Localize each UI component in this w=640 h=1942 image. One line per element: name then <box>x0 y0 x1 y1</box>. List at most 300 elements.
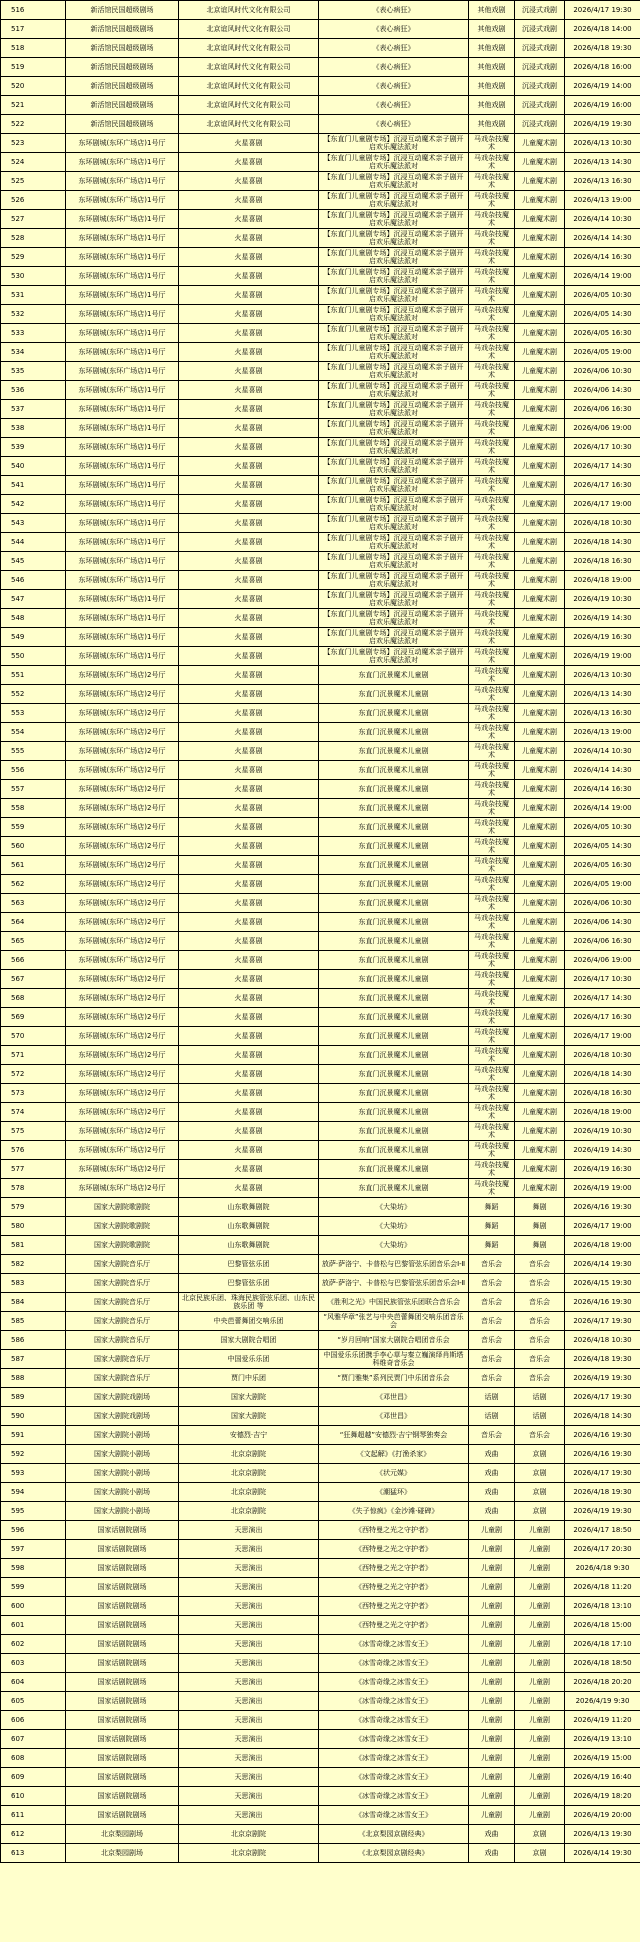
table-row <box>1 1312 640 1331</box>
row-number-cell: 583 <box>1 1274 66 1293</box>
organizer-cell: 安德烈·吉宁 <box>179 1426 319 1445</box>
venue-cell: 东环剧城(东环广场店)2号厅 <box>66 856 179 875</box>
performance-title-cell: 《冰雪奇缘之冰雪女王》 <box>319 1711 469 1730</box>
performance-title-cell: 东直门沉景魔术儿童剧 <box>319 856 469 875</box>
venue-cell: 国家大剧院戏剧场 <box>66 1407 179 1426</box>
category-cell: 马戏杂技魔术 <box>469 286 515 305</box>
show-time-cell: 2026/4/19 19:30 <box>565 115 640 134</box>
organizer-cell: 火星喜剧 <box>179 248 319 267</box>
performance-title-cell: 【东直门儿童剧专场】沉浸互动魔术亲子剧开启欢乐魔法派对 <box>319 172 469 191</box>
venue-cell: 国家话剧院剧场 <box>66 1673 179 1692</box>
subcategory-cell: 音乐会 <box>515 1274 565 1293</box>
organizer-cell: 火星喜剧 <box>179 1141 319 1160</box>
category-cell: 马戏杂技魔术 <box>469 438 515 457</box>
performance-title-cell: 【东直门儿童剧专场】沉浸互动魔术亲子剧开启欢乐魔法派对 <box>319 305 469 324</box>
venue-cell: 东环剧城(东环广场店)2号厅 <box>66 1065 179 1084</box>
show-time-cell: 2026/4/06 10:30 <box>565 894 640 913</box>
subcategory-cell: 儿童魔术剧 <box>515 495 565 514</box>
row-number-cell: 608 <box>1 1749 66 1768</box>
venue-cell: 国家大剧院小剧场 <box>66 1464 179 1483</box>
performance-title-cell: 《冰雪奇缘之冰雪女王》 <box>319 1673 469 1692</box>
category-cell: 马戏杂技魔术 <box>469 590 515 609</box>
show-time-cell: 2026/4/19 16:30 <box>565 1160 640 1179</box>
organizer-cell: 贾门中乐团 <box>179 1369 319 1388</box>
organizer-cell: 火星喜剧 <box>179 286 319 305</box>
venue-cell: 东环剧城(东环广场店)1号厅 <box>66 191 179 210</box>
show-time-cell: 2026/4/19 14:00 <box>565 77 640 96</box>
venue-cell: 东环剧城(东环广场店)1号厅 <box>66 362 179 381</box>
category-cell: 其他戏剧 <box>469 20 515 39</box>
venue-cell: 国家大剧院音乐厅 <box>66 1255 179 1274</box>
performance-title-cell: 【东直门儿童剧专场】沉浸互动魔术亲子剧开启欢乐魔法派对 <box>319 248 469 267</box>
table-row <box>1 1293 640 1312</box>
venue-cell: 国家大剧院音乐厅 <box>66 1350 179 1369</box>
table-row <box>1 533 640 552</box>
venue-cell: 国家大剧院歌剧院 <box>66 1198 179 1217</box>
subcategory-cell: 儿童魔术剧 <box>515 628 565 647</box>
subcategory-cell: 京剧 <box>515 1844 565 1863</box>
category-cell: 儿童剧 <box>469 1692 515 1711</box>
row-number-cell: 529 <box>1 248 66 267</box>
venue-cell: 东环剧城(东环广场店)2号厅 <box>66 742 179 761</box>
category-cell: 戏曲 <box>469 1502 515 1521</box>
table-row <box>1 305 640 324</box>
category-cell: 马戏杂技魔术 <box>469 875 515 894</box>
subcategory-cell: 儿童剧 <box>515 1635 565 1654</box>
category-cell: 马戏杂技魔术 <box>469 1027 515 1046</box>
organizer-cell: 天思演出 <box>179 1749 319 1768</box>
category-cell: 马戏杂技魔术 <box>469 799 515 818</box>
row-number-cell: 537 <box>1 400 66 419</box>
venue-cell: 新活馆民国超级剧场 <box>66 58 179 77</box>
table-row <box>1 1160 640 1179</box>
organizer-cell: 火星喜剧 <box>179 191 319 210</box>
show-time-cell: 2026/4/06 14:30 <box>565 381 640 400</box>
subcategory-cell: 儿童魔术剧 <box>515 894 565 913</box>
venue-cell: 国家大剧院小剧场 <box>66 1483 179 1502</box>
venue-cell: 国家话剧院剧场 <box>66 1787 179 1806</box>
performance-title-cell: 放萨·萨洛宁、卡普松与巴黎管弦乐团音乐会Ⅰ-Ⅱ <box>319 1255 469 1274</box>
show-time-cell: 2026/4/17 10:30 <box>565 970 640 989</box>
show-time-cell: 2026/4/13 16:30 <box>565 172 640 191</box>
venue-cell: 国家话剧院剧场 <box>66 1806 179 1825</box>
organizer-cell: 火星喜剧 <box>179 514 319 533</box>
table-row <box>1 1483 640 1502</box>
subcategory-cell: 儿童魔术剧 <box>515 989 565 1008</box>
table-row <box>1 1236 640 1255</box>
row-number-cell: 572 <box>1 1065 66 1084</box>
performance-title-cell: 《西特曼之光之守护者》 <box>319 1616 469 1635</box>
row-number-cell: 559 <box>1 818 66 837</box>
organizer-cell: 火星喜剧 <box>179 381 319 400</box>
performance-title-cell: 【东直门儿童剧专场】沉浸互动魔术亲子剧开启欢乐魔法派对 <box>319 343 469 362</box>
table-row <box>1 1464 640 1483</box>
subcategory-cell: 儿童剧 <box>515 1806 565 1825</box>
table-row <box>1 1198 640 1217</box>
organizer-cell: 北京京剧院 <box>179 1464 319 1483</box>
subcategory-cell: 儿童剧 <box>515 1521 565 1540</box>
table-row <box>1 723 640 742</box>
organizer-cell: 火星喜剧 <box>179 1179 319 1198</box>
organizer-cell: 火星喜剧 <box>179 856 319 875</box>
organizer-cell: 山东歌舞剧院 <box>179 1217 319 1236</box>
category-cell: 马戏杂技魔术 <box>469 134 515 153</box>
row-number-cell: 522 <box>1 115 66 134</box>
performance-title-cell: 《西特曼之光之守护者》 <box>319 1521 469 1540</box>
show-time-cell: 2026/4/18 19:00 <box>565 1103 640 1122</box>
show-time-cell: 2026/4/14 19:00 <box>565 267 640 286</box>
category-cell: 戏曲 <box>469 1483 515 1502</box>
row-number-cell: 574 <box>1 1103 66 1122</box>
row-number-cell: 595 <box>1 1502 66 1521</box>
show-time-cell: 2026/4/19 9:30 <box>565 1692 640 1711</box>
subcategory-cell: 儿童魔术剧 <box>515 647 565 666</box>
subcategory-cell: 儿童魔术剧 <box>515 1179 565 1198</box>
table-row <box>1 1768 640 1787</box>
organizer-cell: 天思演出 <box>179 1559 319 1578</box>
venue-cell: 东环剧城(东环广场店)1号厅 <box>66 419 179 438</box>
performance-title-cell: 东直门沉景魔术儿童剧 <box>319 875 469 894</box>
venue-cell: 东环剧城(东环广场店)1号厅 <box>66 476 179 495</box>
category-cell: 马戏杂技魔术 <box>469 742 515 761</box>
show-time-cell: 2026/4/18 10:30 <box>565 1331 640 1350</box>
show-time-cell: 2026/4/18 11:20 <box>565 1578 640 1597</box>
performance-title-cell: “岁月回响”国家大剧院合唱团音乐会 <box>319 1331 469 1350</box>
performance-title-cell: 【东直门儿童剧专场】沉浸互动魔术亲子剧开启欢乐魔法派对 <box>319 476 469 495</box>
row-number-cell: 535 <box>1 362 66 381</box>
category-cell: 马戏杂技魔术 <box>469 894 515 913</box>
organizer-cell: 火星喜剧 <box>179 419 319 438</box>
category-cell: 马戏杂技魔术 <box>469 1141 515 1160</box>
row-number-cell: 593 <box>1 1464 66 1483</box>
show-time-cell: 2026/4/13 14:30 <box>565 153 640 172</box>
subcategory-cell: 舞剧 <box>515 1236 565 1255</box>
subcategory-cell: 京剧 <box>515 1464 565 1483</box>
show-time-cell: 2026/4/05 19:00 <box>565 875 640 894</box>
show-time-cell: 2026/4/19 14:30 <box>565 1141 640 1160</box>
performance-title-cell: 【东直门儿童剧专场】沉浸互动魔术亲子剧开启欢乐魔法派对 <box>319 571 469 590</box>
row-number-cell: 546 <box>1 571 66 590</box>
performance-title-cell: 【东直门儿童剧专场】沉浸互动魔术亲子剧开启欢乐魔法派对 <box>319 533 469 552</box>
table-row <box>1 1 640 20</box>
row-number-cell: 544 <box>1 533 66 552</box>
table-row <box>1 1331 640 1350</box>
table-row <box>1 1008 640 1027</box>
row-number-cell: 549 <box>1 628 66 647</box>
venue-cell: 东环剧城(东环广场店)1号厅 <box>66 514 179 533</box>
show-time-cell: 2026/4/17 10:30 <box>565 438 640 457</box>
subcategory-cell: 儿童魔术剧 <box>515 704 565 723</box>
venue-cell: 新活馆民国超级剧场 <box>66 77 179 96</box>
organizer-cell: 火星喜剧 <box>179 324 319 343</box>
table-row <box>1 913 640 932</box>
subcategory-cell: 音乐会 <box>515 1350 565 1369</box>
subcategory-cell: 儿童剧 <box>515 1654 565 1673</box>
organizer-cell: 火星喜剧 <box>179 1103 319 1122</box>
subcategory-cell: 儿童魔术剧 <box>515 267 565 286</box>
row-number-cell: 548 <box>1 609 66 628</box>
performance-title-cell: 《冰雪奇缘之冰雪女王》 <box>319 1730 469 1749</box>
table-row <box>1 514 640 533</box>
venue-cell: 国家大剧院音乐厅 <box>66 1369 179 1388</box>
venue-cell: 东环剧城(东环广场店)2号厅 <box>66 666 179 685</box>
show-time-cell: 2026/4/05 10:30 <box>565 818 640 837</box>
organizer-cell: 火星喜剧 <box>179 552 319 571</box>
subcategory-cell: 儿童魔术剧 <box>515 932 565 951</box>
table-row <box>1 1559 640 1578</box>
table-row <box>1 628 640 647</box>
row-number-cell: 590 <box>1 1407 66 1426</box>
performance-title-cell: 《大染坊》 <box>319 1236 469 1255</box>
show-time-cell: 2026/4/18 16:30 <box>565 552 640 571</box>
show-time-cell: 2026/4/14 10:30 <box>565 742 640 761</box>
organizer-cell: 火星喜剧 <box>179 1084 319 1103</box>
show-time-cell: 2026/4/14 16:30 <box>565 248 640 267</box>
row-number-cell: 584 <box>1 1293 66 1312</box>
table-row <box>1 248 640 267</box>
table-row <box>1 77 640 96</box>
category-cell: 马戏杂技魔术 <box>469 457 515 476</box>
category-cell: 音乐会 <box>469 1274 515 1293</box>
subcategory-cell: 儿童魔术剧 <box>515 210 565 229</box>
category-cell: 音乐会 <box>469 1255 515 1274</box>
performance-title-cell: 东直门沉景魔术儿童剧 <box>319 723 469 742</box>
table-row <box>1 1103 640 1122</box>
show-time-cell: 2026/4/18 10:30 <box>565 514 640 533</box>
table-body <box>1 1 640 1863</box>
subcategory-cell: 儿童剧 <box>515 1597 565 1616</box>
performance-title-cell: 东直门沉景魔术儿童剧 <box>319 1027 469 1046</box>
performance-title-cell: “风雅华章”张艺与中央芭蕾舞团交响乐团音乐会 <box>319 1312 469 1331</box>
subcategory-cell: 儿童魔术剧 <box>515 837 565 856</box>
show-time-cell: 2026/4/05 16:30 <box>565 856 640 875</box>
show-time-cell: 2026/4/19 20:00 <box>565 1806 640 1825</box>
show-time-cell: 2026/4/14 14:30 <box>565 229 640 248</box>
subcategory-cell: 沉浸式戏剧 <box>515 1 565 20</box>
category-cell: 马戏杂技魔术 <box>469 1046 515 1065</box>
organizer-cell: 火星喜剧 <box>179 818 319 837</box>
table-row <box>1 609 640 628</box>
venue-cell: 东环剧城(东环广场店)2号厅 <box>66 1046 179 1065</box>
performance-title-cell: 东直门沉景魔术儿童剧 <box>319 1065 469 1084</box>
table-row <box>1 1407 640 1426</box>
category-cell: 戏曲 <box>469 1445 515 1464</box>
show-time-cell: 2026/4/13 16:30 <box>565 704 640 723</box>
venue-cell: 东环剧城(东环广场店)1号厅 <box>66 495 179 514</box>
row-number-cell: 581 <box>1 1236 66 1255</box>
venue-cell: 东环剧城(东环广场店)1号厅 <box>66 305 179 324</box>
subcategory-cell: 儿童剧 <box>515 1692 565 1711</box>
table-row <box>1 1635 640 1654</box>
organizer-cell: 火星喜剧 <box>179 723 319 742</box>
subcategory-cell: 沉浸式戏剧 <box>515 115 565 134</box>
table-row <box>1 1217 640 1236</box>
organizer-cell: 火星喜剧 <box>179 837 319 856</box>
organizer-cell: 天思演出 <box>179 1730 319 1749</box>
category-cell: 马戏杂技魔术 <box>469 305 515 324</box>
subcategory-cell: 儿童魔术剧 <box>515 191 565 210</box>
subcategory-cell: 儿童魔术剧 <box>515 1008 565 1027</box>
venue-cell: 国家大剧院音乐厅 <box>66 1331 179 1350</box>
venue-cell: 国家话剧院剧场 <box>66 1540 179 1559</box>
table-row <box>1 1179 640 1198</box>
table-row <box>1 1122 640 1141</box>
table-row <box>1 1274 640 1293</box>
table-row <box>1 1027 640 1046</box>
table-row <box>1 20 640 39</box>
organizer-cell: 火星喜剧 <box>179 761 319 780</box>
show-time-cell: 2026/4/17 19:00 <box>565 1217 640 1236</box>
performance-title-cell: 《冰雪奇缘之冰雪女王》 <box>319 1749 469 1768</box>
performance-title-cell: 东直门沉景魔术儿童剧 <box>319 818 469 837</box>
row-number-cell: 570 <box>1 1027 66 1046</box>
row-number-cell: 601 <box>1 1616 66 1635</box>
subcategory-cell: 儿童魔术剧 <box>515 172 565 191</box>
subcategory-cell: 儿童剧 <box>515 1749 565 1768</box>
category-cell: 音乐会 <box>469 1350 515 1369</box>
table-row <box>1 1502 640 1521</box>
row-number-cell: 605 <box>1 1692 66 1711</box>
venue-cell: 东环剧城(东环广场店)2号厅 <box>66 913 179 932</box>
venue-cell: 国家话剧院剧场 <box>66 1768 179 1787</box>
performance-title-cell: 《表心病狂》 <box>319 39 469 58</box>
organizer-cell: 国家大剧院合唱团 <box>179 1331 319 1350</box>
table-row <box>1 666 640 685</box>
venue-cell: 新活馆民国超级剧场 <box>66 39 179 58</box>
table-row <box>1 210 640 229</box>
show-time-cell: 2026/4/17 19:00 <box>565 495 640 514</box>
subcategory-cell: 儿童剧 <box>515 1787 565 1806</box>
performance-title-cell: 【东直门儿童剧专场】沉浸互动魔术亲子剧开启欢乐魔法派对 <box>319 514 469 533</box>
row-number-cell: 599 <box>1 1578 66 1597</box>
venue-cell: 东环剧城(东环广场店)1号厅 <box>66 590 179 609</box>
venue-cell: 东环剧城(东环广场店)1号厅 <box>66 324 179 343</box>
table-row <box>1 457 640 476</box>
table-row <box>1 1711 640 1730</box>
show-time-cell: 2026/4/14 19:30 <box>565 1844 640 1863</box>
row-number-cell: 602 <box>1 1635 66 1654</box>
show-time-cell: 2026/4/19 19:00 <box>565 647 640 666</box>
show-time-cell: 2026/4/14 10:30 <box>565 210 640 229</box>
venue-cell: 国家话剧院剧场 <box>66 1521 179 1540</box>
performance-title-cell: 东直门沉景魔术儿童剧 <box>319 761 469 780</box>
category-cell: 音乐会 <box>469 1293 515 1312</box>
category-cell: 其他戏剧 <box>469 1 515 20</box>
show-time-cell: 2026/4/18 20:20 <box>565 1673 640 1692</box>
table-row <box>1 1141 640 1160</box>
table-row <box>1 1692 640 1711</box>
venue-cell: 国家大剧院歌剧院 <box>66 1217 179 1236</box>
show-time-cell: 2026/4/14 19:30 <box>565 1255 640 1274</box>
row-number-cell: 576 <box>1 1141 66 1160</box>
organizer-cell: 火星喜剧 <box>179 1027 319 1046</box>
row-number-cell: 533 <box>1 324 66 343</box>
performance-title-cell: 【东直门儿童剧专场】沉浸互动魔术亲子剧开启欢乐魔法派对 <box>319 400 469 419</box>
performance-title-cell: 东直门沉景魔术儿童剧 <box>319 970 469 989</box>
table-row <box>1 1825 640 1844</box>
performance-title-cell: 《邓世昌》 <box>319 1388 469 1407</box>
organizer-cell: 北京京剧院 <box>179 1445 319 1464</box>
venue-cell: 国家大剧院小剧场 <box>66 1426 179 1445</box>
row-number-cell: 538 <box>1 419 66 438</box>
subcategory-cell: 儿童剧 <box>515 1616 565 1635</box>
row-number-cell: 600 <box>1 1597 66 1616</box>
performance-title-cell: 【东直门儿童剧专场】沉浸互动魔术亲子剧开启欢乐魔法派对 <box>319 153 469 172</box>
venue-cell: 东环剧城(东环广场店)1号厅 <box>66 533 179 552</box>
category-cell: 马戏杂技魔术 <box>469 1179 515 1198</box>
subcategory-cell: 儿童魔术剧 <box>515 229 565 248</box>
venue-cell: 东环剧城(东环广场店)1号厅 <box>66 552 179 571</box>
show-time-cell: 2026/4/17 20:30 <box>565 1540 640 1559</box>
show-time-cell: 2026/4/19 16:40 <box>565 1768 640 1787</box>
row-number-cell: 582 <box>1 1255 66 1274</box>
venue-cell: 北京梨园剧场 <box>66 1844 179 1863</box>
row-number-cell: 588 <box>1 1369 66 1388</box>
table-row <box>1 951 640 970</box>
organizer-cell: 巴黎管弦乐团 <box>179 1255 319 1274</box>
subcategory-cell: 儿童剧 <box>515 1711 565 1730</box>
performance-title-cell: 【东直门儿童剧专场】沉浸互动魔术亲子剧开启欢乐魔法派对 <box>319 552 469 571</box>
table-row <box>1 1844 640 1863</box>
subcategory-cell: 儿童魔术剧 <box>515 780 565 799</box>
table-row <box>1 704 640 723</box>
venue-cell: 北京梨园剧场 <box>66 1825 179 1844</box>
subcategory-cell: 儿童魔术剧 <box>515 875 565 894</box>
organizer-cell: 天思演出 <box>179 1768 319 1787</box>
organizer-cell: 火星喜剧 <box>179 1065 319 1084</box>
table-row <box>1 39 640 58</box>
row-number-cell: 554 <box>1 723 66 742</box>
row-number-cell: 558 <box>1 799 66 818</box>
category-cell: 马戏杂技魔术 <box>469 476 515 495</box>
venue-cell: 国家大剧院音乐厅 <box>66 1274 179 1293</box>
performance-title-cell: “贾门雅集”系列民贾门中乐团音乐会 <box>319 1369 469 1388</box>
table-row <box>1 647 640 666</box>
subcategory-cell: 儿童剧 <box>515 1768 565 1787</box>
venue-cell: 东环剧城(东环广场店)2号厅 <box>66 761 179 780</box>
venue-cell: 东环剧城(东环广场店)2号厅 <box>66 1084 179 1103</box>
subcategory-cell: 儿童魔术剧 <box>515 476 565 495</box>
category-cell: 马戏杂技魔术 <box>469 1122 515 1141</box>
subcategory-cell: 儿童剧 <box>515 1673 565 1692</box>
category-cell: 儿童剧 <box>469 1540 515 1559</box>
show-time-cell: 2026/4/17 18:50 <box>565 1521 640 1540</box>
show-time-cell: 2026/4/18 15:00 <box>565 1616 640 1635</box>
show-time-cell: 2026/4/13 19:30 <box>565 1825 640 1844</box>
table-row <box>1 115 640 134</box>
category-cell: 马戏杂技魔术 <box>469 153 515 172</box>
table-row <box>1 1654 640 1673</box>
table-row <box>1 400 640 419</box>
performance-title-cell: 《失子惊疯》《金沙滩·碰碑》 <box>319 1502 469 1521</box>
subcategory-cell: 音乐会 <box>515 1426 565 1445</box>
table-row <box>1 1521 640 1540</box>
category-cell: 音乐会 <box>469 1426 515 1445</box>
category-cell: 儿童剧 <box>469 1559 515 1578</box>
subcategory-cell: 儿童魔术剧 <box>515 1084 565 1103</box>
organizer-cell: 山东歌舞剧院 <box>179 1198 319 1217</box>
subcategory-cell: 音乐会 <box>515 1331 565 1350</box>
category-cell: 儿童剧 <box>469 1787 515 1806</box>
performance-title-cell: 【东直门儿童剧专场】沉浸互动魔术亲子剧开启欢乐魔法派对 <box>319 438 469 457</box>
organizer-cell: 北京京剧院 <box>179 1825 319 1844</box>
subcategory-cell: 音乐会 <box>515 1312 565 1331</box>
organizer-cell: 火星喜剧 <box>179 742 319 761</box>
organizer-cell: 火星喜剧 <box>179 875 319 894</box>
show-time-cell: 2026/4/18 14:00 <box>565 20 640 39</box>
row-number-cell: 565 <box>1 932 66 951</box>
performance-title-cell: 【东直门儿童剧专场】沉浸互动魔术亲子剧开启欢乐魔法派对 <box>319 229 469 248</box>
